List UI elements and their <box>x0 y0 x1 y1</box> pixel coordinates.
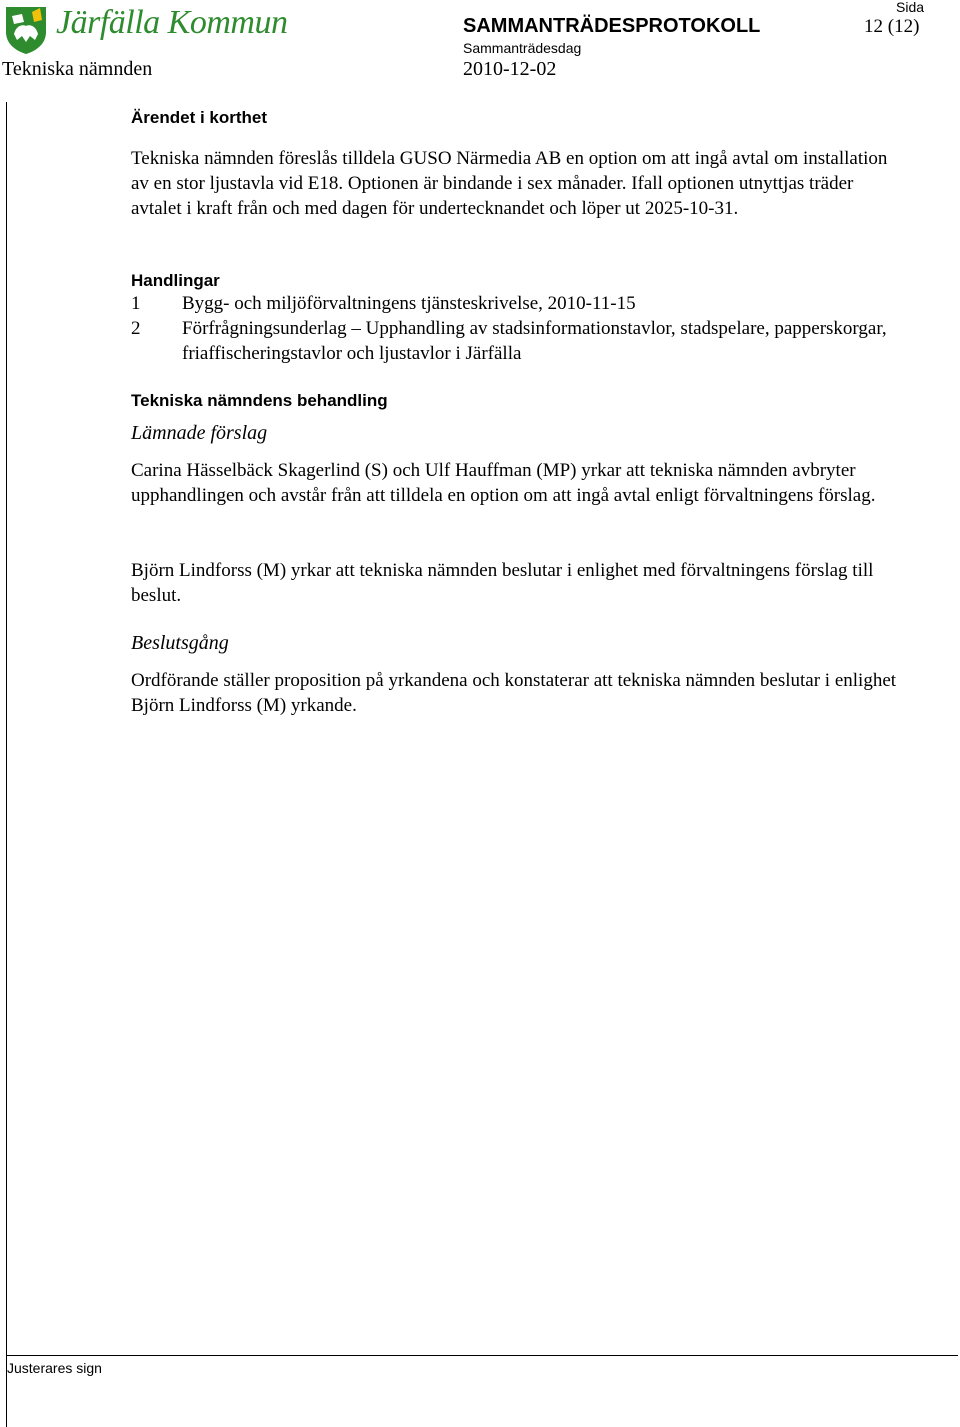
municipality-logo <box>2 2 288 56</box>
decision-text: Ordförande ställer proposition på yrkandena och konstaterar att tekniska nämnden beslutar i enlighet Björn Lindforss (M) yrkande. <box>131 670 897 716</box>
document-item-text: Bygg- och miljöförvaltningens tjänsteskrivelse, 2010-11-15 <box>182 293 636 314</box>
left-margin-rule <box>6 102 7 1427</box>
proposals-heading: Lämnade förslag <box>131 422 268 444</box>
summary-heading: Ärendet i korthet <box>131 108 268 127</box>
document-item-text: Förfrågningsunderlag – Upphandling av stadsinformationstavlor, stadspelare, papperskorgar, friaffischeringstavlor och ljustavlor i Järfälla <box>182 318 887 364</box>
coat-of-arms-icon <box>2 4 52 56</box>
meeting-date-label: Sammanträdesdag <box>463 40 582 56</box>
page-label: Sida <box>896 0 925 15</box>
document-title: SAMMANTRÄDESPROTOKOLL <box>463 15 761 37</box>
proposal-text: Carina Hässelbäck Skagerlind (S) och Ulf Hauffman (MP) yrkar att tekniska nämnden avbryter upphandlingen och avstår från att tilldela en option om att ingå avtal enligt förvaltningens förslag. <box>131 460 876 506</box>
page-number: 12 (12) <box>864 16 920 37</box>
documents-heading: Handlingar <box>131 271 220 290</box>
document-item-number: 2 <box>131 318 141 339</box>
signature-label: Justerares sign <box>7 1360 102 1376</box>
logo-wordmark: Järfälla Kommun <box>56 4 288 41</box>
decision-heading: Beslutsgång <box>131 632 229 654</box>
committee-name: Tekniska nämnden <box>2 58 153 80</box>
meeting-date: 2010-12-02 <box>463 58 557 80</box>
summary-text: Tekniska nämnden föreslås tilldela GUSO Närmedia AB en option om att ingå avtal om installation av en stor ljustavla vid E18. Optionen är bindande i sex månader. Ifall optionen utnyttjas träder avtalet i kraft från och med dagen för undertecknandet och löper ut 2025-10-31. <box>131 148 888 219</box>
handling-heading: Tekniska nämndens behandling <box>131 391 388 410</box>
footer-rule <box>6 1355 958 1356</box>
document-item-number: 1 <box>131 293 141 314</box>
proposal-text: Björn Lindforss (M) yrkar att tekniska nämnden beslutar i enlighet med förvaltningens förslag till beslut. <box>131 560 874 606</box>
